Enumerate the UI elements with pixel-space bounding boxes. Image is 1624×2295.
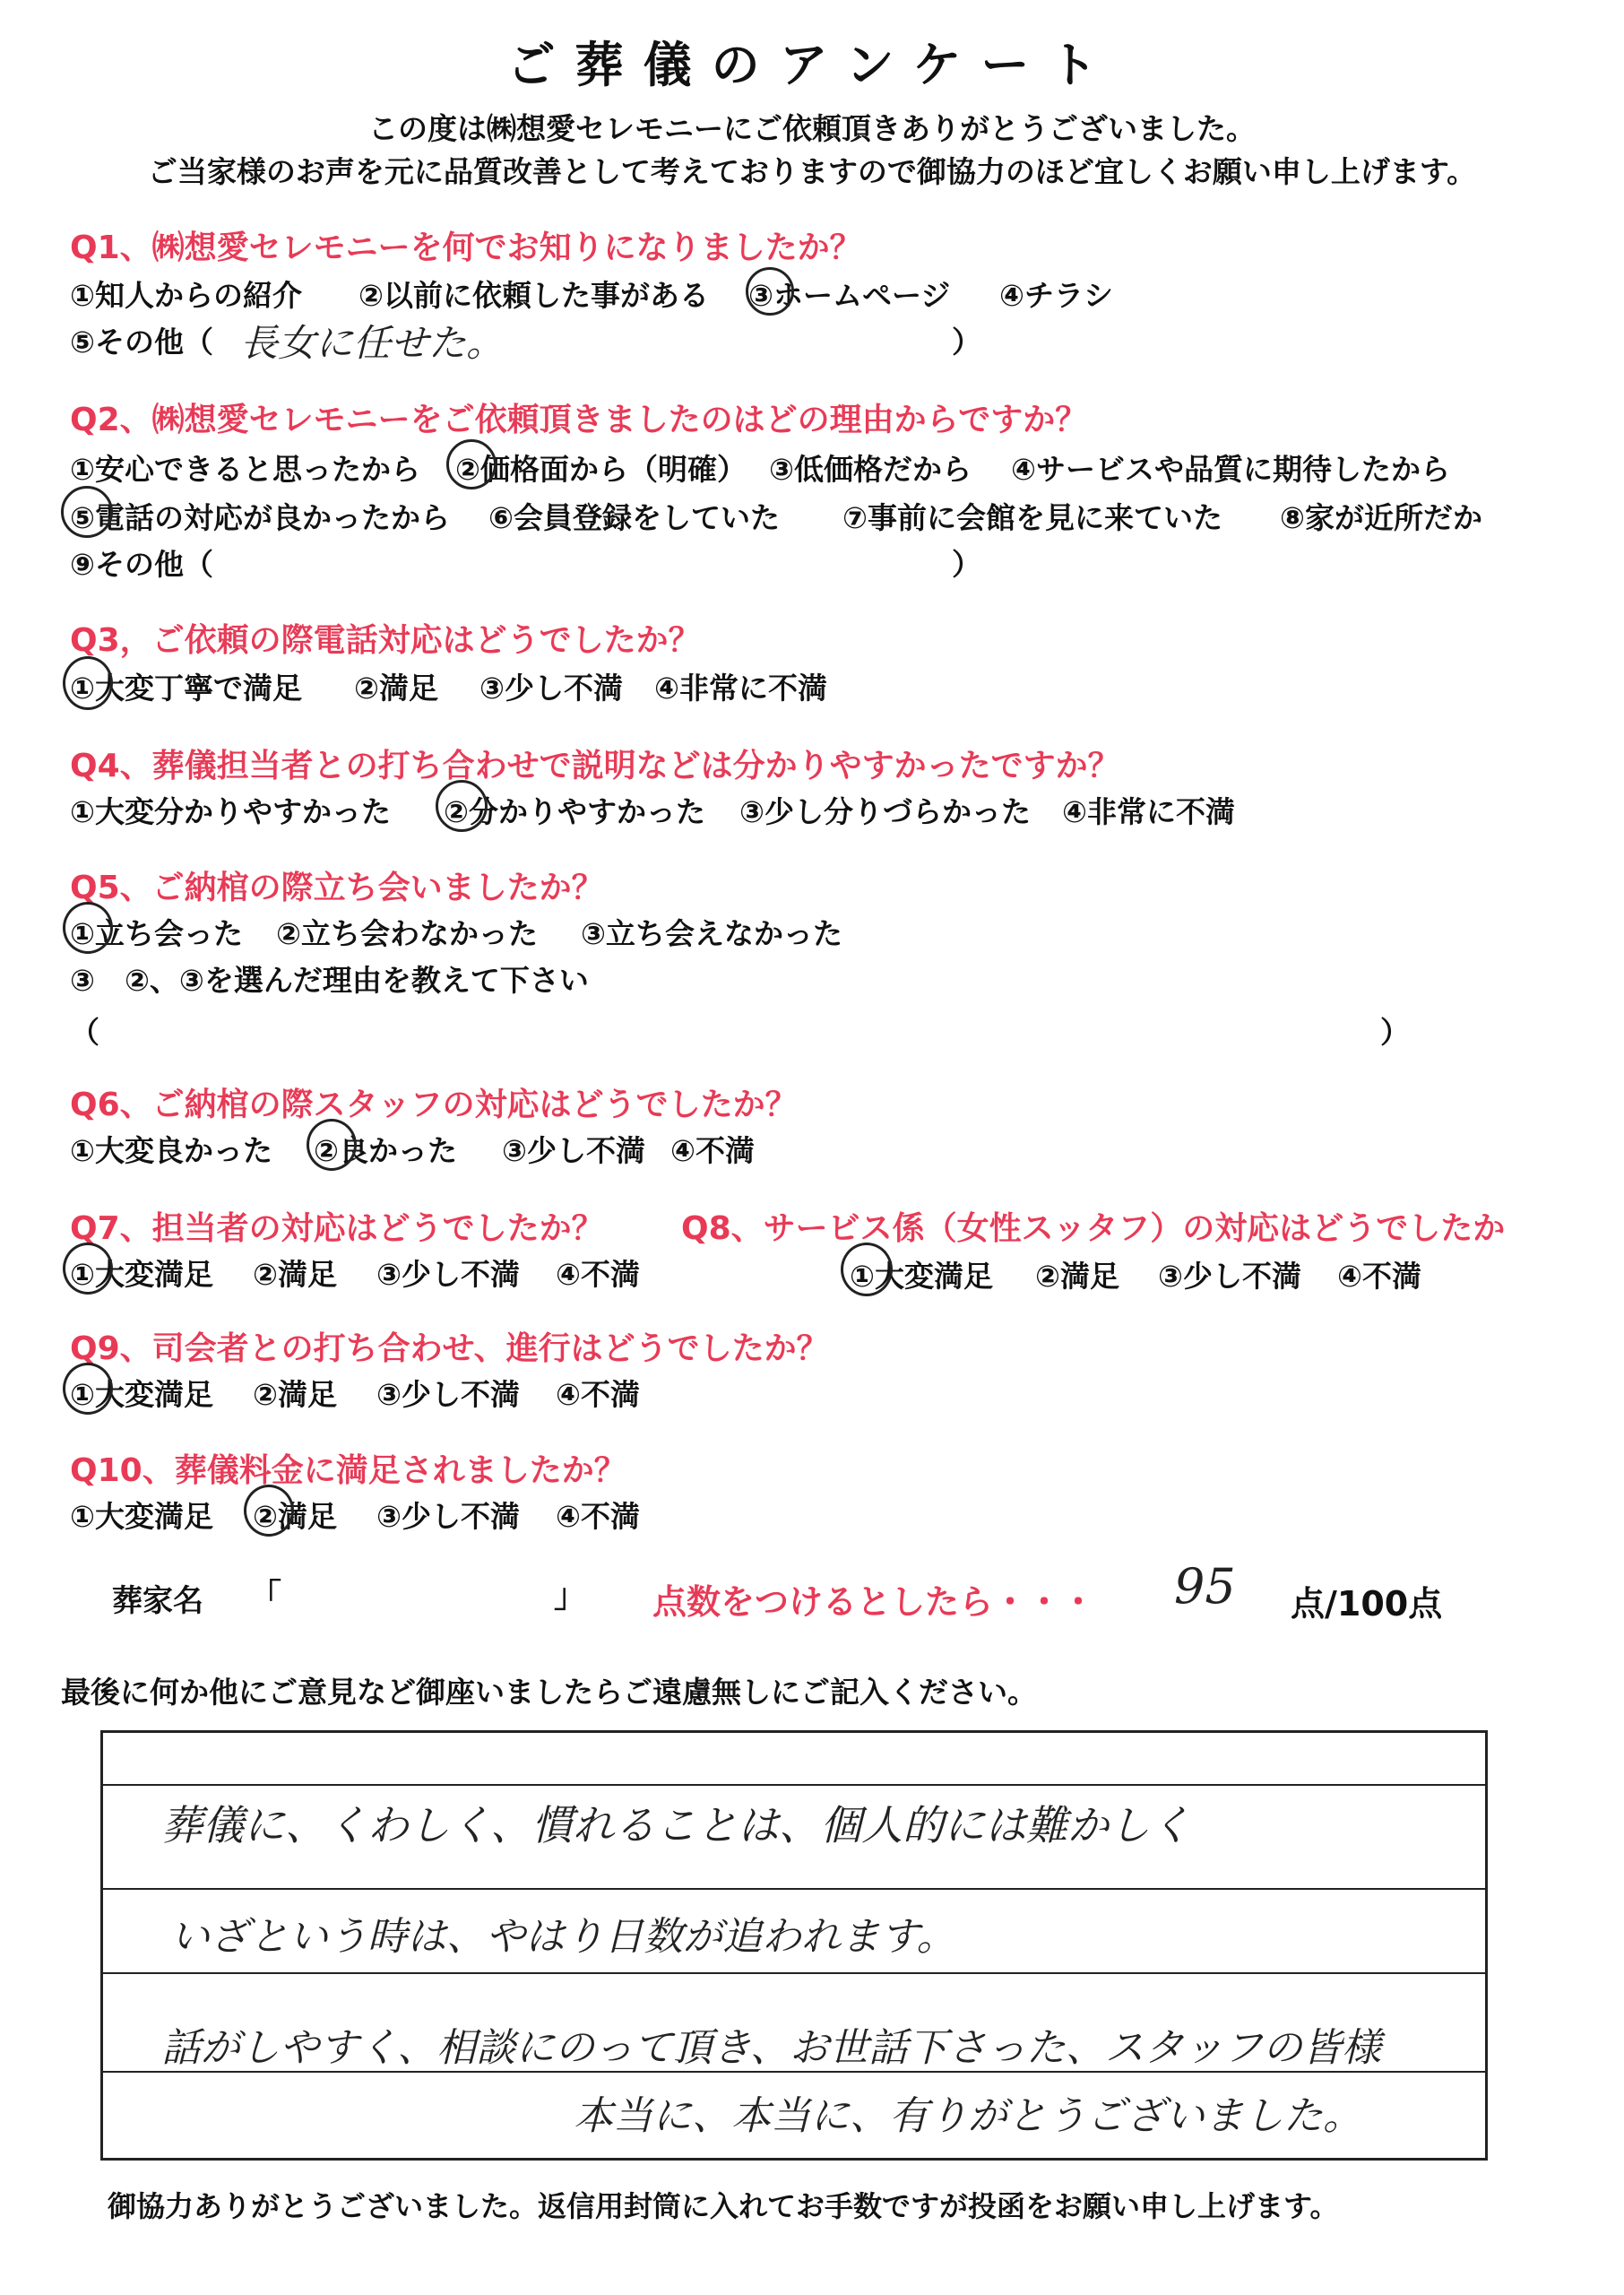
q4-option-1[interactable]: ①大変分かりやすかった bbox=[70, 794, 391, 829]
q10-selected-mark bbox=[244, 1485, 294, 1537]
q5-followup: ③ ②、③を選んだ理由を教えて下さい bbox=[70, 963, 589, 998]
q9-option-4[interactable]: ④不満 bbox=[556, 1377, 640, 1412]
q7-option-1[interactable]: ①大変満足 bbox=[70, 1257, 213, 1292]
q9-option-2[interactable]: ②満足 bbox=[253, 1377, 337, 1412]
q2-option-2[interactable]: ②価格面から（明確） bbox=[455, 452, 747, 487]
q1-option-3[interactable]: ③ホームページ bbox=[748, 278, 951, 313]
q3-option-2[interactable]: ②満足 bbox=[354, 671, 438, 706]
q5-option-2[interactable]: ②立ち会わなかった bbox=[276, 916, 538, 951]
q3-option-4[interactable]: ④非常に不満 bbox=[654, 671, 827, 706]
q8-option-4[interactable]: ④不満 bbox=[1337, 1259, 1421, 1294]
q2-option-7[interactable]: ⑦事前に会館を見に来ていた bbox=[842, 500, 1222, 535]
q1-option-1[interactable]: ①知人からの紹介 bbox=[70, 278, 302, 313]
q8-selected-mark bbox=[841, 1243, 893, 1296]
q6-selected-mark bbox=[307, 1119, 357, 1171]
q2-selected-mark-2 bbox=[446, 439, 497, 489]
q10-option-1[interactable]: ①大変満足 bbox=[70, 1499, 213, 1534]
comments-rule bbox=[100, 1972, 1488, 1974]
q9-selected-mark bbox=[63, 1363, 113, 1415]
q2-other-close: ） bbox=[952, 547, 981, 582]
q3-selected-mark bbox=[63, 656, 113, 710]
q5-paren-open: （ bbox=[70, 1015, 99, 1050]
family-name-close: 」 bbox=[554, 1578, 587, 1615]
q5-paren-close: ） bbox=[1380, 1015, 1410, 1050]
q5-selected-mark bbox=[63, 902, 113, 954]
score-suffix: 点/100点 bbox=[1291, 1584, 1443, 1624]
family-name-label: 葬家名 bbox=[112, 1583, 203, 1619]
q8-question: Q8、サービス係（女性スッタフ）の対応はどうでしたか bbox=[681, 1210, 1506, 1247]
footer-note: 御協力ありがとうございました。返信用封筒に入れてお手数ですが投函をお願い申し上げます。 bbox=[108, 2189, 1339, 2223]
q7-option-3[interactable]: ③少し不満 bbox=[376, 1257, 520, 1292]
comment-line-1: 葬儀に、くわしく、慣れることは、個人的には難かしく bbox=[161, 1801, 1192, 1849]
q4-option-3[interactable]: ③少し分りづらかった bbox=[739, 794, 1031, 829]
q8-option-3[interactable]: ③少し不満 bbox=[1158, 1259, 1301, 1294]
q7-option-4[interactable]: ④不満 bbox=[556, 1257, 640, 1292]
q7-question: Q7、担当者の対応はどうでしたか？ bbox=[70, 1210, 604, 1247]
score-value[interactable]: 95 bbox=[1174, 1558, 1236, 1615]
intro-line-1: この度は㈱想愛セレモニーにご依頼頂きありがとうございました。 bbox=[368, 111, 1256, 146]
q10-question: Q10、葬儀料金に満足されましたか？ bbox=[70, 1452, 626, 1489]
comment-line-4: 本当に、本当に、有りがとうございました。 bbox=[574, 2093, 1362, 2139]
q1-option-2[interactable]: ②以前に依頼した事がある bbox=[358, 278, 709, 313]
q1-option-4[interactable]: ④チラシ bbox=[999, 278, 1113, 313]
q1-other-close: ） bbox=[952, 325, 981, 359]
page-title: ご葬儀のアンケート bbox=[506, 37, 1118, 93]
q6-option-2[interactable]: ②良かった bbox=[314, 1133, 457, 1168]
q2-option-6[interactable]: ⑥会員登録をしていた bbox=[488, 500, 780, 535]
q4-option-4[interactable]: ④非常に不満 bbox=[1062, 794, 1235, 829]
q5-option-3[interactable]: ③立ち会えなかった bbox=[581, 916, 842, 951]
family-name-open: 「 bbox=[249, 1578, 282, 1615]
q6-option-3[interactable]: ③少し不満 bbox=[502, 1133, 645, 1168]
q6-option-1[interactable]: ①大変良かった bbox=[70, 1133, 272, 1168]
q6-question: Q6、ご納棺の際スタッフの対応はどうでしたか？ bbox=[70, 1087, 798, 1123]
q10-option-4[interactable]: ④不満 bbox=[556, 1499, 640, 1534]
q1-other-label: ⑤その他（ bbox=[70, 325, 213, 359]
q9-question: Q9、司会者との打ち合わせ、進行はどうでしたか？ bbox=[70, 1330, 829, 1367]
comment-line-2: いざという時は、やはり日数が追われます。 bbox=[170, 1914, 956, 1960]
q3-option-3[interactable]: ③少し不満 bbox=[479, 671, 623, 706]
q10-option-2[interactable]: ②満足 bbox=[253, 1499, 337, 1534]
q2-option-1[interactable]: ①安心できると思ったから bbox=[70, 452, 420, 487]
q2-option-5[interactable]: ⑤電話の対応が良かったから bbox=[70, 500, 450, 535]
q2-other-label: ⑨その他（ bbox=[70, 547, 213, 582]
intro-line-2: ご当家様のお声を元に品質改善として考えておりますので御協力のほど宜しくお願い申し上げます。 bbox=[147, 154, 1477, 189]
q2-option-4[interactable]: ④サービスや品質に期待したから bbox=[1011, 452, 1450, 487]
q6-option-4[interactable]: ④不満 bbox=[670, 1133, 755, 1168]
q3-question: Q3，ご依頼の際電話対応はどうでしたか？ bbox=[70, 622, 701, 659]
q4-option-2[interactable]: ②分かりやすかった bbox=[444, 794, 705, 829]
q1-selected-mark bbox=[746, 267, 794, 316]
q5-option-1[interactable]: ①立ち会った bbox=[70, 916, 243, 951]
q8-option-1[interactable]: ①大変満足 bbox=[850, 1259, 993, 1294]
q2-selected-mark-5 bbox=[61, 486, 113, 538]
comments-rule bbox=[100, 1888, 1488, 1890]
q1-other-answer[interactable]: 長女に任せた。 bbox=[240, 321, 505, 365]
q10-option-3[interactable]: ③少し不満 bbox=[376, 1499, 520, 1534]
score-prompt: 点数をつけるとしたら・・・ bbox=[652, 1582, 1096, 1622]
q7-option-2[interactable]: ②満足 bbox=[253, 1257, 337, 1292]
comments-rule bbox=[100, 1784, 1488, 1786]
q2-option-3[interactable]: ③低価格だから bbox=[769, 452, 972, 487]
q7-selected-mark bbox=[63, 1243, 113, 1295]
q1-question: Q1、㈱想愛セレモニーを何でお知りになりましたか？ bbox=[70, 230, 862, 266]
q9-option-3[interactable]: ③少し不満 bbox=[376, 1377, 520, 1412]
q4-selected-mark bbox=[436, 780, 488, 832]
q3-option-1[interactable]: ①大変丁寧で満足 bbox=[70, 671, 302, 706]
q5-question: Q5、ご納棺の際立ち会いましたか？ bbox=[70, 870, 604, 906]
q2-option-8[interactable]: ⑧家が近所だか bbox=[1280, 500, 1482, 535]
comment-line-3: 話がしやすく、相談にのって頂き、お世話下さった、スタッフの皆様 bbox=[161, 2025, 1381, 2071]
q9-option-1[interactable]: ①大変満足 bbox=[70, 1377, 213, 1412]
q8-option-2[interactable]: ②満足 bbox=[1035, 1259, 1119, 1294]
q2-question: Q2、㈱想愛セレモニーをご依頼頂きましたのはどの理由からですか？ bbox=[70, 402, 1088, 438]
comments-prompt: 最後に何か他にご意見など御座いましたらご遠慮無しにご記入ください。 bbox=[61, 1675, 1037, 1710]
q4-question: Q4、葬儀担当者との打ち合わせで説明などは分かりやすかったですか？ bbox=[70, 748, 1120, 784]
